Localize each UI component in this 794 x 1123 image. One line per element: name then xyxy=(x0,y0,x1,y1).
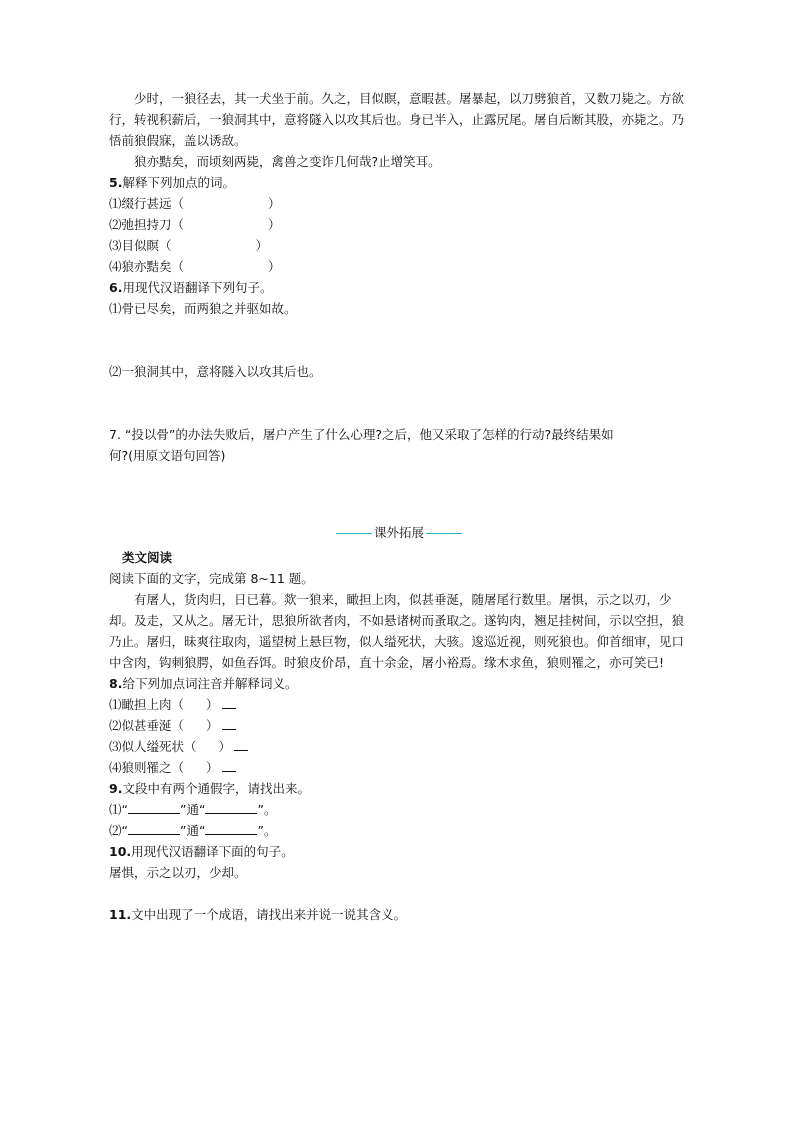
q8-item-2: ⑵似甚垂涎（ ） xyxy=(109,715,689,736)
meaning-blank[interactable] xyxy=(222,696,236,709)
passage-paragraph-2: 狼亦黠矣，而顷刻两毙，禽兽之变诈几何哉?止增笑耳。 xyxy=(134,154,441,169)
q8-item-1: ⑴瞰担上肉（ ） xyxy=(109,694,689,715)
worksheet xyxy=(109,88,689,925)
section-subtitle: 类文阅读 xyxy=(122,550,173,565)
q9-item-1: ⑴“ ”通“ ”。 xyxy=(109,802,277,817)
answer-underline[interactable] xyxy=(205,801,257,814)
question-11: 11.文中出现了一个成语，请找出来并说一说其含义。 xyxy=(109,907,407,922)
passage-paragraph-1: 少时，一狼径去，其一犬坐于前。久之，目似瞑，意暇甚。屠暴起，以刀劈狼首，又数刀毙之。方欲行，转视积薪后，一狼洞其中，意将隧入以攻其后也。身已半入，止露尻尾。屠自后断其股，亦毙之。乃悟前狼假寐，盖以诱敌。 xyxy=(109,91,685,148)
question-5 xyxy=(109,172,689,193)
q9-item-2: ⑵“ ”通“ ”。 xyxy=(109,823,277,838)
question-7-line-2: 何?(用原文语句回答) xyxy=(109,448,226,463)
question-number: 5. xyxy=(109,175,123,190)
q8-item-3: ⑶似人缢死状（ ） xyxy=(109,736,689,757)
meaning-blank[interactable] xyxy=(234,738,248,751)
q5-item-4: ⑷狼亦黠矣（ ） xyxy=(109,259,281,274)
meaning-blank[interactable] xyxy=(222,717,236,730)
answer-underline[interactable] xyxy=(128,801,180,814)
q10-sentence: 屠惧，示之以刃，少却。 xyxy=(109,865,247,880)
title-rule-right xyxy=(426,533,462,534)
question-8: 8.给下列加点词注音并解释词义。 xyxy=(109,676,298,691)
q6-sentence-1: ⑴骨已尽矣，而两狼之并驱如故。 xyxy=(109,301,297,316)
q8-item-4: ⑷狼则罹之（ ） xyxy=(109,757,689,778)
q5-item-3: ⑶目似瞑（ ） xyxy=(109,238,269,253)
question-10: 10.用现代汉语翻译下面的句子。 xyxy=(109,844,294,859)
question-9: 9.文段中有两个通假字，请找出来。 xyxy=(109,781,310,796)
section-instruction: 阅读下面的文字，完成第 8~11 题。 xyxy=(109,571,314,586)
answer-underline[interactable] xyxy=(128,822,180,835)
question-text: 解释下列加点的词。 xyxy=(122,175,235,190)
q6-sentence-2: ⑵一狼洞其中，意将隧入以攻其后也。 xyxy=(109,364,322,379)
q5-item-1: ⑴缀行甚远（ ） xyxy=(109,196,281,211)
question-7-line-1: 7. “投以骨”的办法失败后，屠户产生了什么心理?之后，他又采取了怎样的行动?最终结果如 xyxy=(109,427,614,442)
answer-underline[interactable] xyxy=(205,822,257,835)
q5-item-2: ⑵弛担持刀（ ） xyxy=(109,217,281,232)
extended-passage: 有屠人，货肉归，日已暮。欻一狼来，瞰担上肉，似甚垂涎，随屠尾行数里。屠惧，示之以刃，少却。及走，又从之。屠无计，思狼所欲者肉，不如悬诸树而蚤取之。遂钩肉，翘足挂树间，示以空担，狼乃止。屠归，昧爽往取肉，遥望树上悬巨物，似人缢死状，大骇。逡巡近视，则死狼也。仰首细审，见口中含肉，钩刺狼腭，如鱼吞饵。时狼皮价昂，直十余金，屠小裕焉。缘木求鱼，狼则罹之，亦可笑已! xyxy=(109,592,685,670)
title-rule-left xyxy=(336,533,372,534)
meaning-blank[interactable] xyxy=(222,759,236,772)
question-6: 6.用现代汉语翻译下列句子。 xyxy=(109,280,273,295)
section-title: 课外拓展 xyxy=(109,522,689,543)
